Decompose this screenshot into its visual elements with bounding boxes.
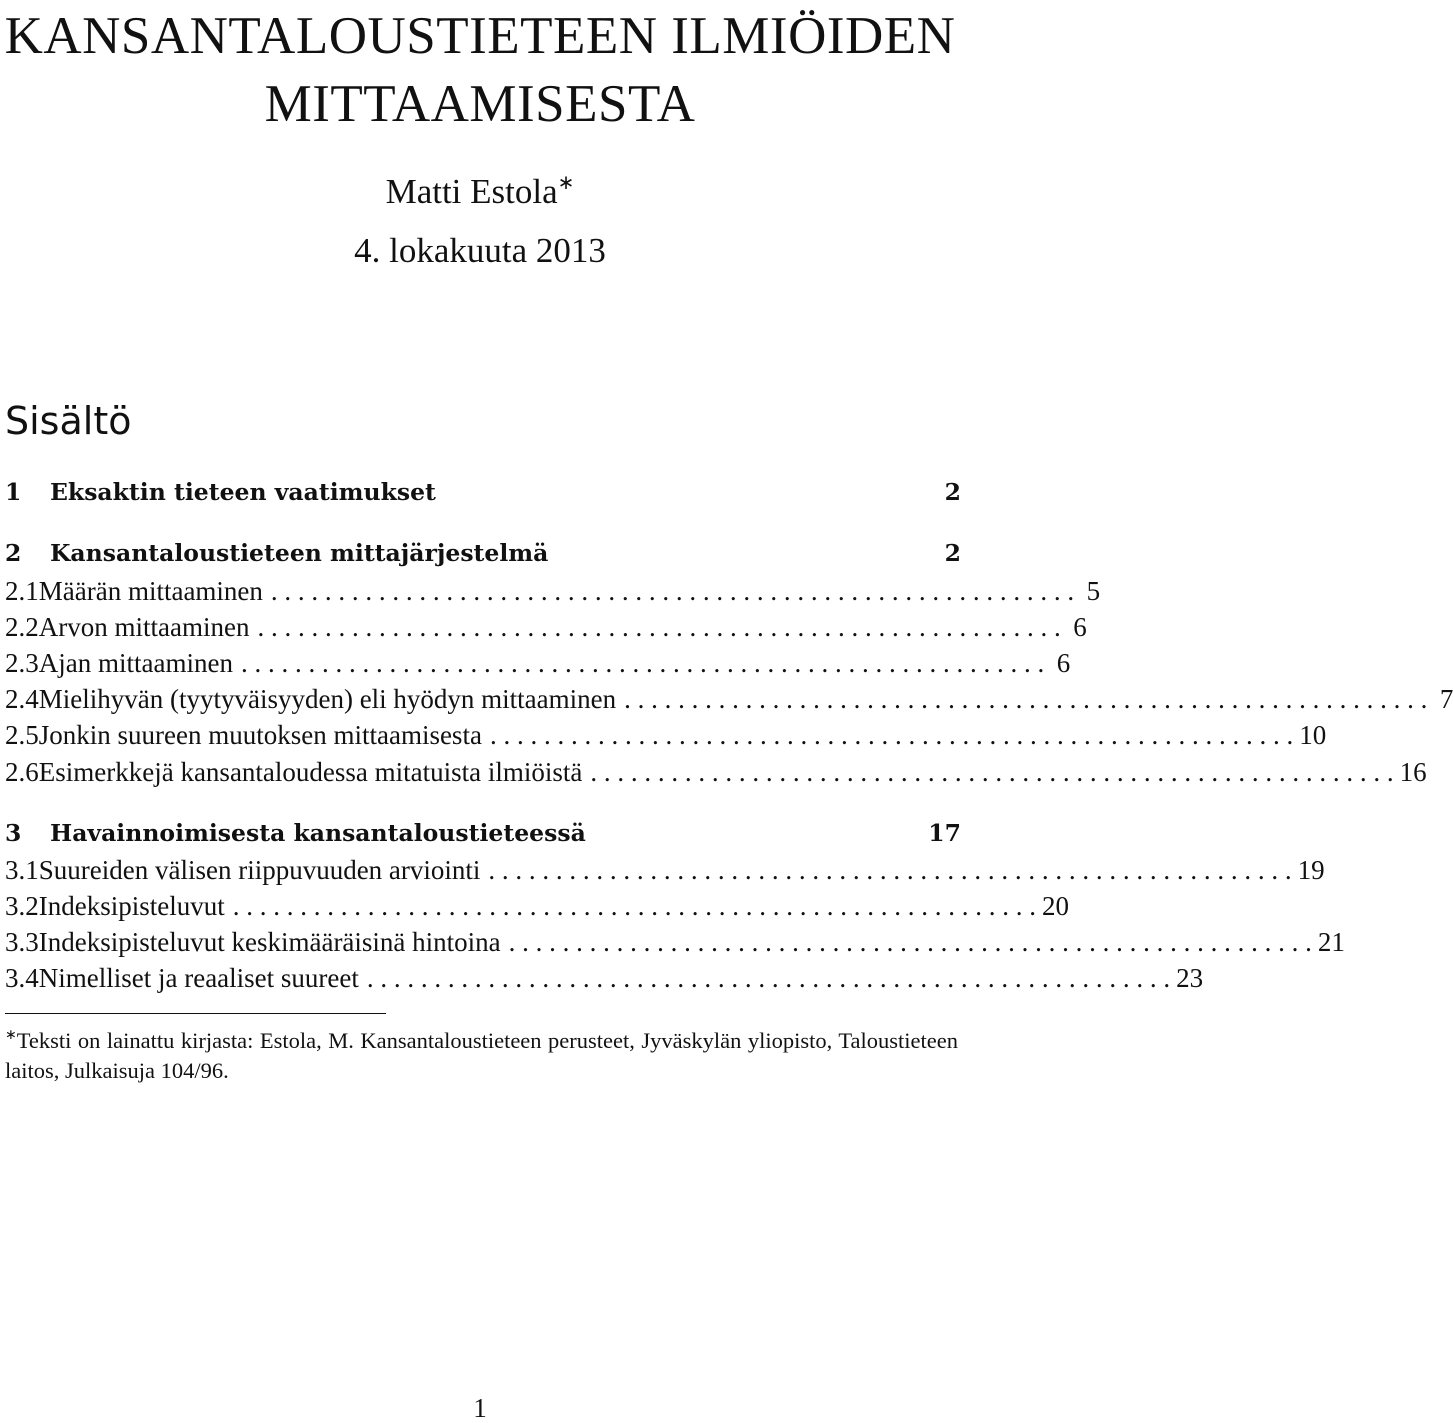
toc-entry-number: 2 bbox=[5, 539, 22, 567]
toc-entry[interactable] bbox=[5, 535, 961, 571]
toc-entry-number: 2.3 bbox=[5, 648, 39, 678]
toc-entry-label: Kansantaloustieteen mittajärjestelmä bbox=[50, 539, 549, 567]
toc-entry-label: Havainnoimisesta kansantaloustieteessä bbox=[50, 819, 586, 847]
toc-entry-label: Nimelliset ja reaaliset suureet bbox=[38, 963, 359, 993]
toc-entry-number: 3.2 bbox=[5, 891, 39, 921]
author bbox=[0, 163, 960, 212]
toc-dot-leader: . . . . . . . . . . . . . . . . . . . . . . . . . . . . . . . . . . . . . . . . . . . . . . . . . . . . . . . . . . . . bbox=[624, 684, 1428, 714]
toc-entry-page: 2 bbox=[944, 539, 961, 567]
author-name: Matti Estola bbox=[385, 172, 558, 211]
toc-entry-page: 19 bbox=[1297, 855, 1325, 885]
footnote-marker: ∗ bbox=[557, 172, 575, 194]
toc-entry-number: 1 bbox=[5, 478, 22, 506]
toc-entry-number: 2.1 bbox=[5, 576, 39, 606]
toc-dot-leader: . . . . . . . . . . . . . . . . . . . . . . . . . . . . . . . . . . . . . . . . . . . . . . . . . . . . . . . . . . . . bbox=[366, 963, 1171, 993]
toc-dot-leader: . . . . . . . . . . . . . . . . . . . . . . . . . . . . . . . . . . . . . . . . . . . . . . . . . . . . . . . . . . . . bbox=[257, 612, 1061, 642]
title-block bbox=[0, 0, 960, 138]
toc-dot-leader: . . . . . . . . . . . . . . . . . . . . . . . . . . . . . . . . . . . . . . . . . . . . . . . . . . . . . . . . . . . . bbox=[232, 891, 1036, 921]
toc-dot-leader: . . . . . . . . . . . . . . . . . . . . . . . . . . . . . . . . . . . . . . . . . . . . . . . . . . . . . . . . . . . . bbox=[240, 648, 1045, 678]
toc-entry-number: 2.5 bbox=[5, 720, 39, 750]
toc-dot-leader: . . . . . . . . . . . . . . . . . . . . . . . . . . . . . . . . . . . . . . . . . . . . . . . . . . . . . . . . . . . . bbox=[508, 927, 1312, 957]
toc-entry[interactable] bbox=[5, 609, 1087, 645]
toc-entry-number: 3.4 bbox=[5, 963, 39, 993]
toc-entry[interactable] bbox=[5, 888, 1069, 924]
toc-entry-number: 2.6 bbox=[5, 757, 39, 787]
toc-entry-page: 2 bbox=[944, 478, 961, 506]
toc-entry-label: Esimerkkejä kansantaloudessa mitatuista ilmiöistä bbox=[38, 757, 583, 787]
toc-entry-page: 7 bbox=[1439, 684, 1453, 714]
toc-entry-label: Arvon mittaaminen bbox=[38, 612, 250, 642]
toc-entry-label: Mielihyvän (tyytyväisyyden) eli hyödyn mittaaminen bbox=[38, 684, 617, 714]
footnote-text: Teksti on lainattu kirjasta: Estola, M. Kansantaloustieteen perusteet, Jyväskylän yliopisto, Taloustieteen laitos, Julkaisuja 104/96. bbox=[5, 1028, 958, 1083]
toc-entry[interactable] bbox=[5, 815, 961, 851]
toc-entry-page: 17 bbox=[928, 819, 961, 847]
toc-entry-number: 3 bbox=[5, 819, 22, 847]
toc-entry-label: Suureiden välisen riippuvuuden arviointi bbox=[38, 855, 481, 885]
toc-dot-leader: . . . . . . . . . . . . . . . . . . . . . . . . . . . . . . . . . . . . . . . . . . . . . . . . . . . . . . . . . . . . bbox=[590, 757, 1394, 787]
toc-entry[interactable] bbox=[5, 573, 1101, 609]
toc-entry-number: 2.4 bbox=[5, 684, 39, 714]
toc-entry-page: 10 bbox=[1299, 720, 1327, 750]
document-title-line-1: KANSANTALOUSTIETEEN ILMIÖIDEN bbox=[4, 7, 956, 65]
toc-heading: Sisältö bbox=[5, 399, 132, 443]
document-date: 4. lokakuuta 2013 bbox=[354, 231, 606, 270]
footnote bbox=[5, 1021, 958, 1086]
toc-entry-label: Indeksipisteluvut keskimääräisinä hintoina bbox=[38, 927, 501, 957]
toc-entry[interactable] bbox=[5, 960, 1204, 996]
page-number: 1 bbox=[473, 1393, 487, 1423]
toc-entry-label: Määrän mittaaminen bbox=[38, 576, 263, 606]
toc-entry-label: Indeksipisteluvut bbox=[38, 891, 225, 921]
toc-entry-page: 20 bbox=[1041, 891, 1069, 921]
toc-entry-label: Jonkin suureen muutoksen mittaamisesta bbox=[38, 720, 482, 750]
toc-entry-label: Ajan mittaaminen bbox=[38, 648, 233, 678]
toc-entry[interactable] bbox=[5, 924, 1345, 960]
toc-entry[interactable] bbox=[5, 717, 1327, 753]
toc-entry-page: 21 bbox=[1317, 927, 1345, 957]
footnote-marker: ∗ bbox=[5, 1028, 17, 1043]
toc-entry-number: 3.1 bbox=[5, 855, 39, 885]
toc-entry-number: 3.3 bbox=[5, 927, 39, 957]
toc-dot-leader: . . . . . . . . . . . . . . . . . . . . . . . . . . . . . . . . . . . . . . . . . . . . . . . . . . . . . . . . . . . . bbox=[270, 576, 1075, 606]
toc-entry-number: 2.2 bbox=[5, 612, 39, 642]
toc-entry[interactable] bbox=[5, 645, 1071, 681]
toc-entry[interactable] bbox=[5, 681, 1453, 717]
document-title-line-2: MITTAAMISESTA bbox=[264, 75, 696, 133]
toc-entry-label: Eksaktin tieteen vaatimukset bbox=[50, 478, 436, 506]
footnote-rule bbox=[5, 1013, 386, 1014]
toc-dot-leader: . . . . . . . . . . . . . . . . . . . . . . . . . . . . . . . . . . . . . . . . . . . . . . . . . . . . . . . . . . . . bbox=[488, 855, 1292, 885]
toc-entry-page: 23 bbox=[1176, 963, 1204, 993]
toc-entry-page: 16 bbox=[1399, 757, 1427, 787]
toc-entry[interactable] bbox=[5, 474, 961, 510]
toc-entry-page: 6 bbox=[1056, 648, 1071, 678]
toc-entry[interactable] bbox=[5, 852, 1325, 888]
toc-entry-page: 6 bbox=[1073, 612, 1087, 642]
toc-entry[interactable] bbox=[5, 754, 1427, 790]
toc-entry-page: 5 bbox=[1086, 576, 1101, 606]
toc-dot-leader: . . . . . . . . . . . . . . . . . . . . . . . . . . . . . . . . . . . . . . . . . . . . . . . . . . . . . . . . . . . . bbox=[489, 720, 1294, 750]
